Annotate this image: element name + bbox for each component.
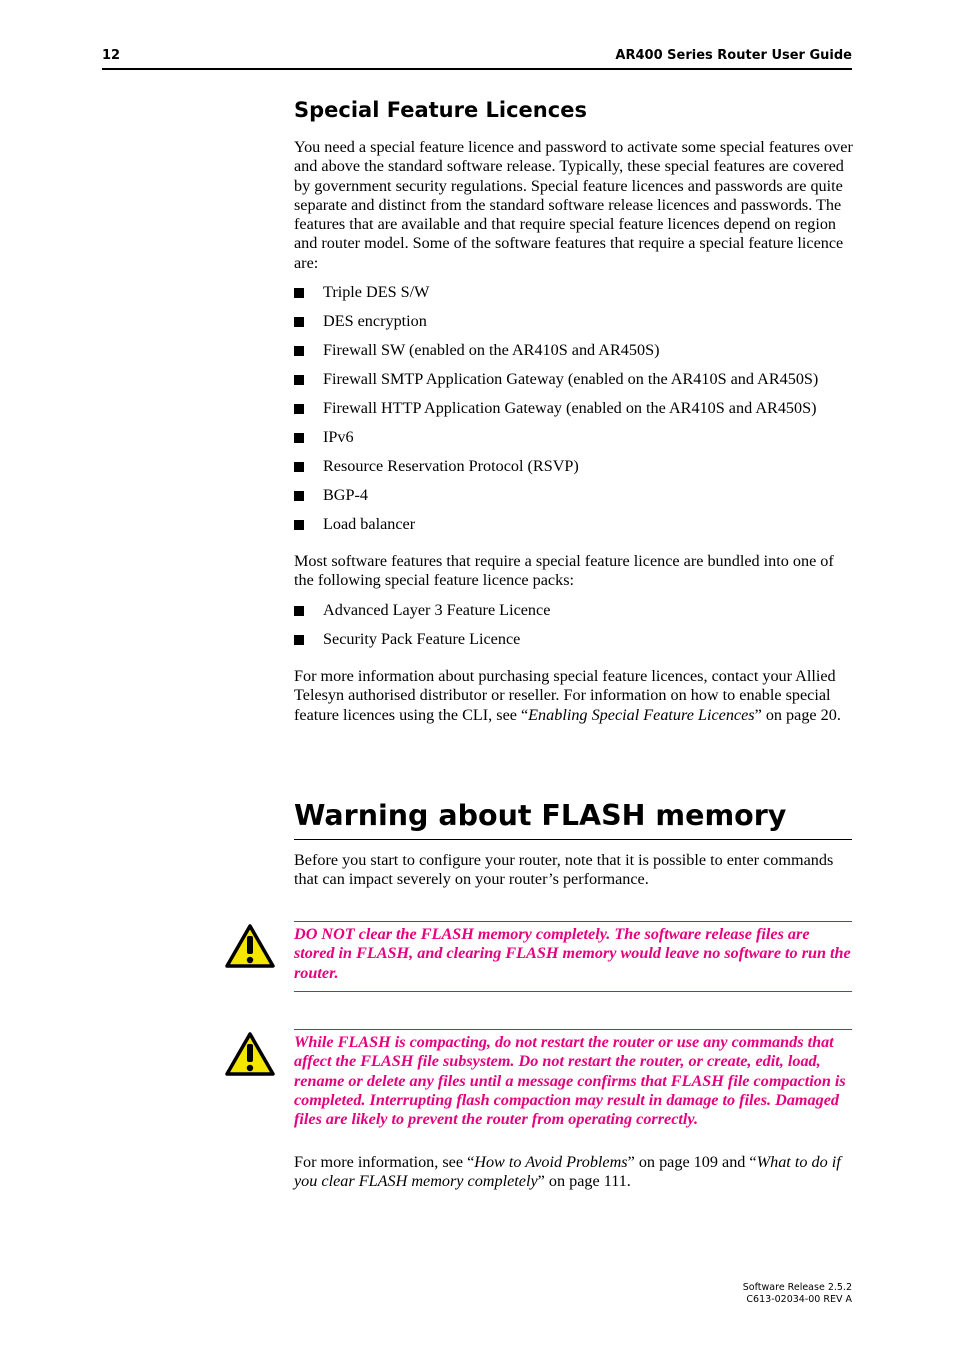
bullet-square-icon bbox=[294, 346, 304, 356]
bullet-square-icon bbox=[294, 375, 304, 385]
cross-reference-link[interactable]: What to do if you clear FLASH memory completely bbox=[294, 1153, 841, 1191]
bullet-square-icon bbox=[294, 491, 304, 501]
bullet-square-icon bbox=[294, 462, 304, 472]
bullet-square-icon bbox=[294, 606, 304, 616]
warning-triangle-icon bbox=[224, 1031, 276, 1077]
intro-paragraph: You need a special feature licence and password to activate some special features over and above the standard software release. Typically, these special features are covered by government security regulations. Special feature licences and passwords are quite separate and distinct from the standard software release licences and passwords. The features that are available and that require special feature licences depend on region and router model. Some of the software features that require a special feature licence are: bbox=[294, 138, 853, 272]
packs-list bbox=[294, 601, 864, 659]
running-header bbox=[102, 46, 852, 70]
document-code: C613-02034-00 REV A bbox=[746, 1293, 852, 1305]
warning-triangle-icon bbox=[224, 923, 276, 969]
list-item: DES encryption bbox=[294, 312, 864, 341]
feature-list bbox=[294, 283, 864, 544]
list-item: Load balancer bbox=[294, 515, 864, 544]
list-item: Firewall SMTP Application Gateway (enabled on the AR410S and AR450S) bbox=[294, 370, 864, 399]
list-item: Triple DES S/W bbox=[294, 283, 864, 312]
page-footer bbox=[743, 1282, 852, 1305]
page-number: 12 bbox=[102, 48, 121, 63]
cross-reference-link[interactable]: How to Avoid Problems bbox=[474, 1153, 628, 1171]
bullet-square-icon bbox=[294, 433, 304, 443]
list-item: Firewall HTTP Application Gateway (enabled on the AR410S and AR450S) bbox=[294, 399, 864, 428]
warning-text-2: While FLASH is compacting, do not restart the router or use any commands that affect the FLASH file subsystem. Do not restart the router, or create, edit, load, rename or delete any files until a message confirms that FLASH file compaction is completed. Interrupting flash compaction may result in damage to files. Damaged files are likely to prevent the router from operating correctly. bbox=[294, 1033, 846, 1129]
more-info-paragraph: For more information about purchasing special feature licences, contact your Allied Telesyn authorised distributor or reseller. For information on how to enable special feature licences using the CLI, see “Enabling Special Feature Licences” on page 20. bbox=[294, 667, 841, 724]
bullet-square-icon bbox=[294, 288, 304, 298]
bullet-square-icon bbox=[294, 404, 304, 414]
packs-intro-paragraph: Most software features that require a special feature licence are bundled into one of the following special feature licence packs: bbox=[294, 552, 834, 590]
section-heading-warning-flash: Warning about FLASH memory bbox=[294, 799, 852, 840]
flash-intro-paragraph: Before you start to configure your router, note that it is possible to enter commands that can impact severely on your router’s performance. bbox=[294, 851, 834, 889]
section-heading-special-feature-licences: Special Feature Licences bbox=[294, 98, 587, 122]
list-item: IPv6 bbox=[294, 428, 864, 457]
cross-reference-link[interactable]: Enabling Special Feature Licences bbox=[528, 705, 755, 724]
bullet-square-icon bbox=[294, 317, 304, 327]
list-item: Advanced Layer 3 Feature Licence bbox=[294, 601, 864, 630]
warning-text-1: DO NOT clear the FLASH memory completely. The software release files are stored in FLASH, and clearing FLASH memory would leave no software to run the router. bbox=[294, 925, 851, 982]
software-release: Software Release 2.5.2 bbox=[742, 1282, 852, 1293]
warning-divider bbox=[294, 991, 852, 992]
list-item: Firewall SW (enabled on the AR410S and AR450S) bbox=[294, 341, 864, 370]
list-item: Security Pack Feature Licence bbox=[294, 630, 864, 659]
guide-title: AR400 Series Router User Guide bbox=[615, 48, 852, 63]
flash-more-info-paragraph: For more information, see “How to Avoid Problems” on page 109 and “What to do if you clear FLASH memory completely” on page 111. bbox=[294, 1153, 841, 1191]
bullet-square-icon bbox=[294, 635, 304, 645]
list-item: Resource Reservation Protocol (RSVP) bbox=[294, 457, 864, 486]
bullet-square-icon bbox=[294, 520, 304, 530]
warning-note-1 bbox=[294, 921, 852, 983]
list-item: BGP-4 bbox=[294, 486, 864, 515]
warning-note-2 bbox=[294, 1029, 852, 1129]
